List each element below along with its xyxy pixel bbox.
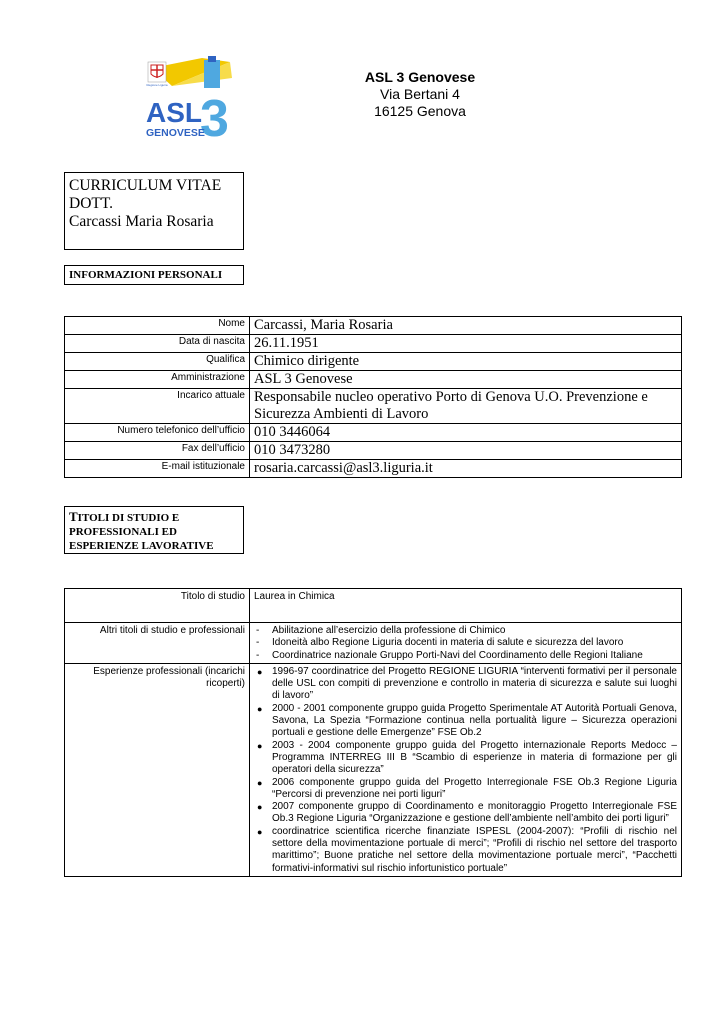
row-value bbox=[250, 623, 682, 664]
city: 16125 Genova bbox=[374, 103, 466, 119]
address-block bbox=[340, 69, 500, 120]
row-value: Laurea in Chimica bbox=[250, 589, 682, 623]
studies-table bbox=[64, 588, 682, 877]
svg-text:ASL: ASL bbox=[146, 97, 202, 128]
row-label: Esperienze professionali (incarichi ricoperti) bbox=[65, 663, 250, 876]
row-label: Amministrazione bbox=[65, 371, 250, 389]
titles-list bbox=[254, 625, 677, 662]
asl3-logo bbox=[142, 56, 238, 142]
table-row bbox=[65, 442, 682, 460]
list-item: ● 2000 - 2001 componente gruppo guida Progetto Sperimentale AT Autorità Portuali Genova, Savona, La Spezia “Formazione continua nella portualità ligure – Sicurezza operazioni portuali e gestione delle Emergenze” FSE Ob.2 bbox=[257, 702, 677, 739]
drop-cap: T bbox=[69, 509, 78, 524]
row-value: 26.11.1951 bbox=[250, 335, 682, 353]
cv-prefix: DOTT. bbox=[69, 195, 114, 212]
table-row bbox=[65, 623, 682, 664]
list-item: - Coordinatrice nazionale Gruppo Porti-Navi del Coordinamento delle Regioni Italiane bbox=[256, 649, 643, 661]
header-line2: PROFESSIONALI ED bbox=[69, 526, 177, 538]
row-value: Chimico dirigente bbox=[250, 353, 682, 371]
row-label: Altri titoli di studio e professionali bbox=[65, 623, 250, 664]
list-item: - Idoneità albo Regione Liguria docenti in materia di salute e sicurezza del lavoro bbox=[256, 637, 624, 649]
table-row bbox=[65, 335, 682, 353]
cv-title-box bbox=[64, 172, 244, 250]
list-item: ● 1996-97 coordinatrice del Progetto REGIONE LIGURIA “interventi formativi per il personale delle USL con compiti di prevenzione e controllo in materia di sicurezza e salute sui luoghi di lavoro” bbox=[257, 665, 677, 702]
row-value: 010 3446064 bbox=[250, 424, 682, 442]
row-label: Titolo di studio bbox=[65, 589, 250, 623]
row-label: Numero telefonico dell’ufficio bbox=[65, 424, 250, 442]
row-value[interactable]: rosaria.carcassi@asl3.liguria.it bbox=[250, 460, 682, 478]
row-value: ASL 3 Genovese bbox=[250, 371, 682, 389]
header-line1: ITOLI DI STUDIO E bbox=[77, 512, 180, 524]
svg-text:Regione Liguria: Regione Liguria bbox=[146, 83, 168, 87]
header-line3: ESPERIENZE LAVORATIVE bbox=[69, 540, 214, 552]
svg-text:3: 3 bbox=[200, 90, 229, 142]
table-row bbox=[65, 460, 682, 478]
row-label: Fax dell’ufficio bbox=[65, 442, 250, 460]
row-label: Qualifica bbox=[65, 353, 250, 371]
experience-list bbox=[254, 666, 677, 875]
row-value: Carcassi, Maria Rosaria bbox=[250, 317, 682, 335]
row-value: Responsabile nucleo operativo Porto di Genova U.O. Prevenzione e Sicurezza Ambienti di Lavoro bbox=[250, 389, 682, 424]
table-row bbox=[65, 389, 682, 424]
section-header-titles bbox=[64, 506, 244, 554]
list-item: ● coordinatrice scientifica ricerche finanziate ISPESL (2004-2007): “Profili di rischio nel settore della movimentazione portuale di merci”; “Profili di rischio nel settore del trasporto marittimo”; Buone pratiche nel settore della movimentazione portuale merci”, “Pacchetti formativi-informativi sul rischio infortunistico portuale” bbox=[257, 825, 677, 874]
street: Via Bertani 4 bbox=[380, 86, 460, 102]
svg-text:GENOVESE: GENOVESE bbox=[146, 127, 205, 139]
list-item: ● 2007 componente gruppo di Coordinamento e monitoraggio Progetto Interregionale FSE Ob.3 Regione Liguria “Organizzazione e gestione dell’ambiente nell’ambito dei porti liguri” bbox=[257, 801, 677, 825]
personal-info-table bbox=[64, 316, 682, 478]
row-value: 010 3473280 bbox=[250, 442, 682, 460]
table-row bbox=[65, 589, 682, 623]
row-value bbox=[250, 663, 682, 876]
list-item: ● 2006 componente gruppo guida del Progetto Interregionale FSE Ob.3 Regione Liguria “Percorsi di prevenzione nei porti liguri” bbox=[257, 776, 677, 800]
table-row bbox=[65, 353, 682, 371]
row-label: Incarico attuale bbox=[65, 389, 250, 424]
table-row bbox=[65, 424, 682, 442]
section-header-personal: INFORMAZIONI PERSONALI bbox=[64, 265, 244, 285]
row-label: Data di nascita bbox=[65, 335, 250, 353]
org-name: ASL 3 Genovese bbox=[364, 69, 476, 85]
cv-title: CURRICULUM VITAE bbox=[69, 177, 222, 194]
table-row bbox=[65, 317, 682, 335]
row-label: E-mail istituzionale bbox=[65, 460, 250, 478]
cv-name: Carcassi Maria Rosaria bbox=[69, 213, 214, 230]
row-label: Nome bbox=[65, 317, 250, 335]
table-row bbox=[65, 663, 682, 876]
list-item: - Abilitazione all’esercizio della professione di Chimico bbox=[256, 625, 506, 636]
list-item: ● 2003 - 2004 componente gruppo guida del Progetto internazionale Reports Medocc – Programma INTERREG III B “Scambio di esperienze in materia di formazione per gli operatori della sicurezza” bbox=[257, 739, 677, 776]
table-row bbox=[65, 371, 682, 389]
